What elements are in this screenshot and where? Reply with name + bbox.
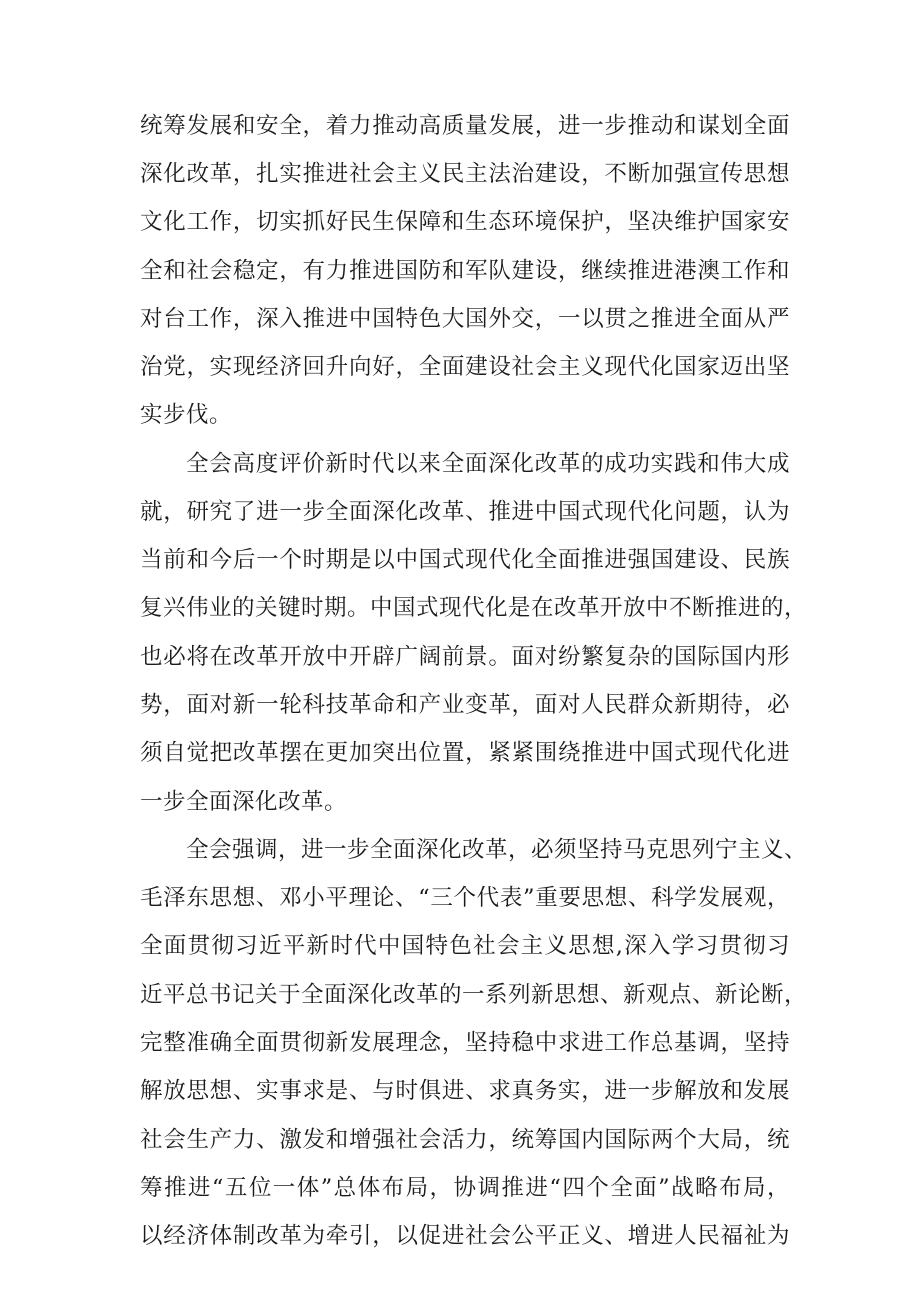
- text-line: 实步伐。: [140, 402, 233, 428]
- text-line: 以经济体制改革为牵引，以促进社会公平正义、增进人民福祉为: [140, 1223, 790, 1249]
- text-line: 须自觉把改革摆在更加突出位置，紧紧围绕推进中国式现代化进: [140, 740, 790, 766]
- text-line: 毛泽东思想、邓小平理论、“三个代表”重要思想、科学发展观，: [140, 885, 790, 911]
- text-line: 完整准确全面贯彻新发展理念，坚持稳中求进工作总基调，坚持: [140, 1030, 790, 1056]
- text-line: 统筹发展和安全，着力推动高质量发展，进一步推动和谋划全面: [140, 113, 790, 139]
- text-line: 全面贯彻习近平新时代中国特色社会主义思想,深入学习贯彻习: [140, 933, 790, 959]
- text-line: 也必将在改革开放中开辟广阔前景。面对纷繁复杂的国际国内形: [140, 644, 790, 670]
- text-line: 一步全面深化改革。: [140, 789, 348, 815]
- text-line: 文化工作，切实抓好民生保障和生态环境保护，坚决维护国家安: [140, 209, 790, 235]
- text-line: 全和社会稳定，有力推进国防和军队建设，继续推进港澳工作和: [140, 258, 790, 284]
- text-line: 当前和今后一个时期是以中国式现代化全面推进强国建设、民族: [140, 547, 790, 573]
- text-line: 近平总书记关于全面深化改革的一系列新思想、新观点、新论断，: [140, 982, 808, 1008]
- text-line: 对台工作，深入推进中国特色大国外交，一以贯之推进全面从严: [140, 306, 790, 332]
- paragraph-first-line: 全会强调，进一步全面深化改革，必须坚持马克思列宁主义、: [186, 837, 808, 863]
- text-line: 筹推进“五位一体”总体布局，协调推进“四个全面”战略布局，: [140, 1175, 790, 1201]
- text-line: 就，研究了进一步全面深化改革、推进中国式现代化问题，认为: [140, 499, 790, 525]
- text-line: 复兴伟业的关键时期。中国式现代化是在改革开放中不断推进的，: [140, 595, 808, 621]
- paragraph-first-line: 全会高度评价新时代以来全面深化改革的成功实践和伟大成: [186, 451, 790, 477]
- text-line: 社会生产力、激发和增强社会活力，统筹国内国际两个大局，统: [140, 1127, 790, 1153]
- text-line: 解放思想、实事求是、与时俱进、求真务实，进一步解放和发展: [140, 1078, 790, 1104]
- text-line: 治党，实现经济回升向好，全面建设社会主义现代化国家迈出坚: [140, 354, 790, 380]
- text-line: 深化改革，扎实推进社会主义民主法治建设，不断加强宣传思想: [140, 161, 790, 187]
- text-line: 势，面对新一轮科技革命和产业变革，面对人民群众新期待，必: [140, 692, 790, 718]
